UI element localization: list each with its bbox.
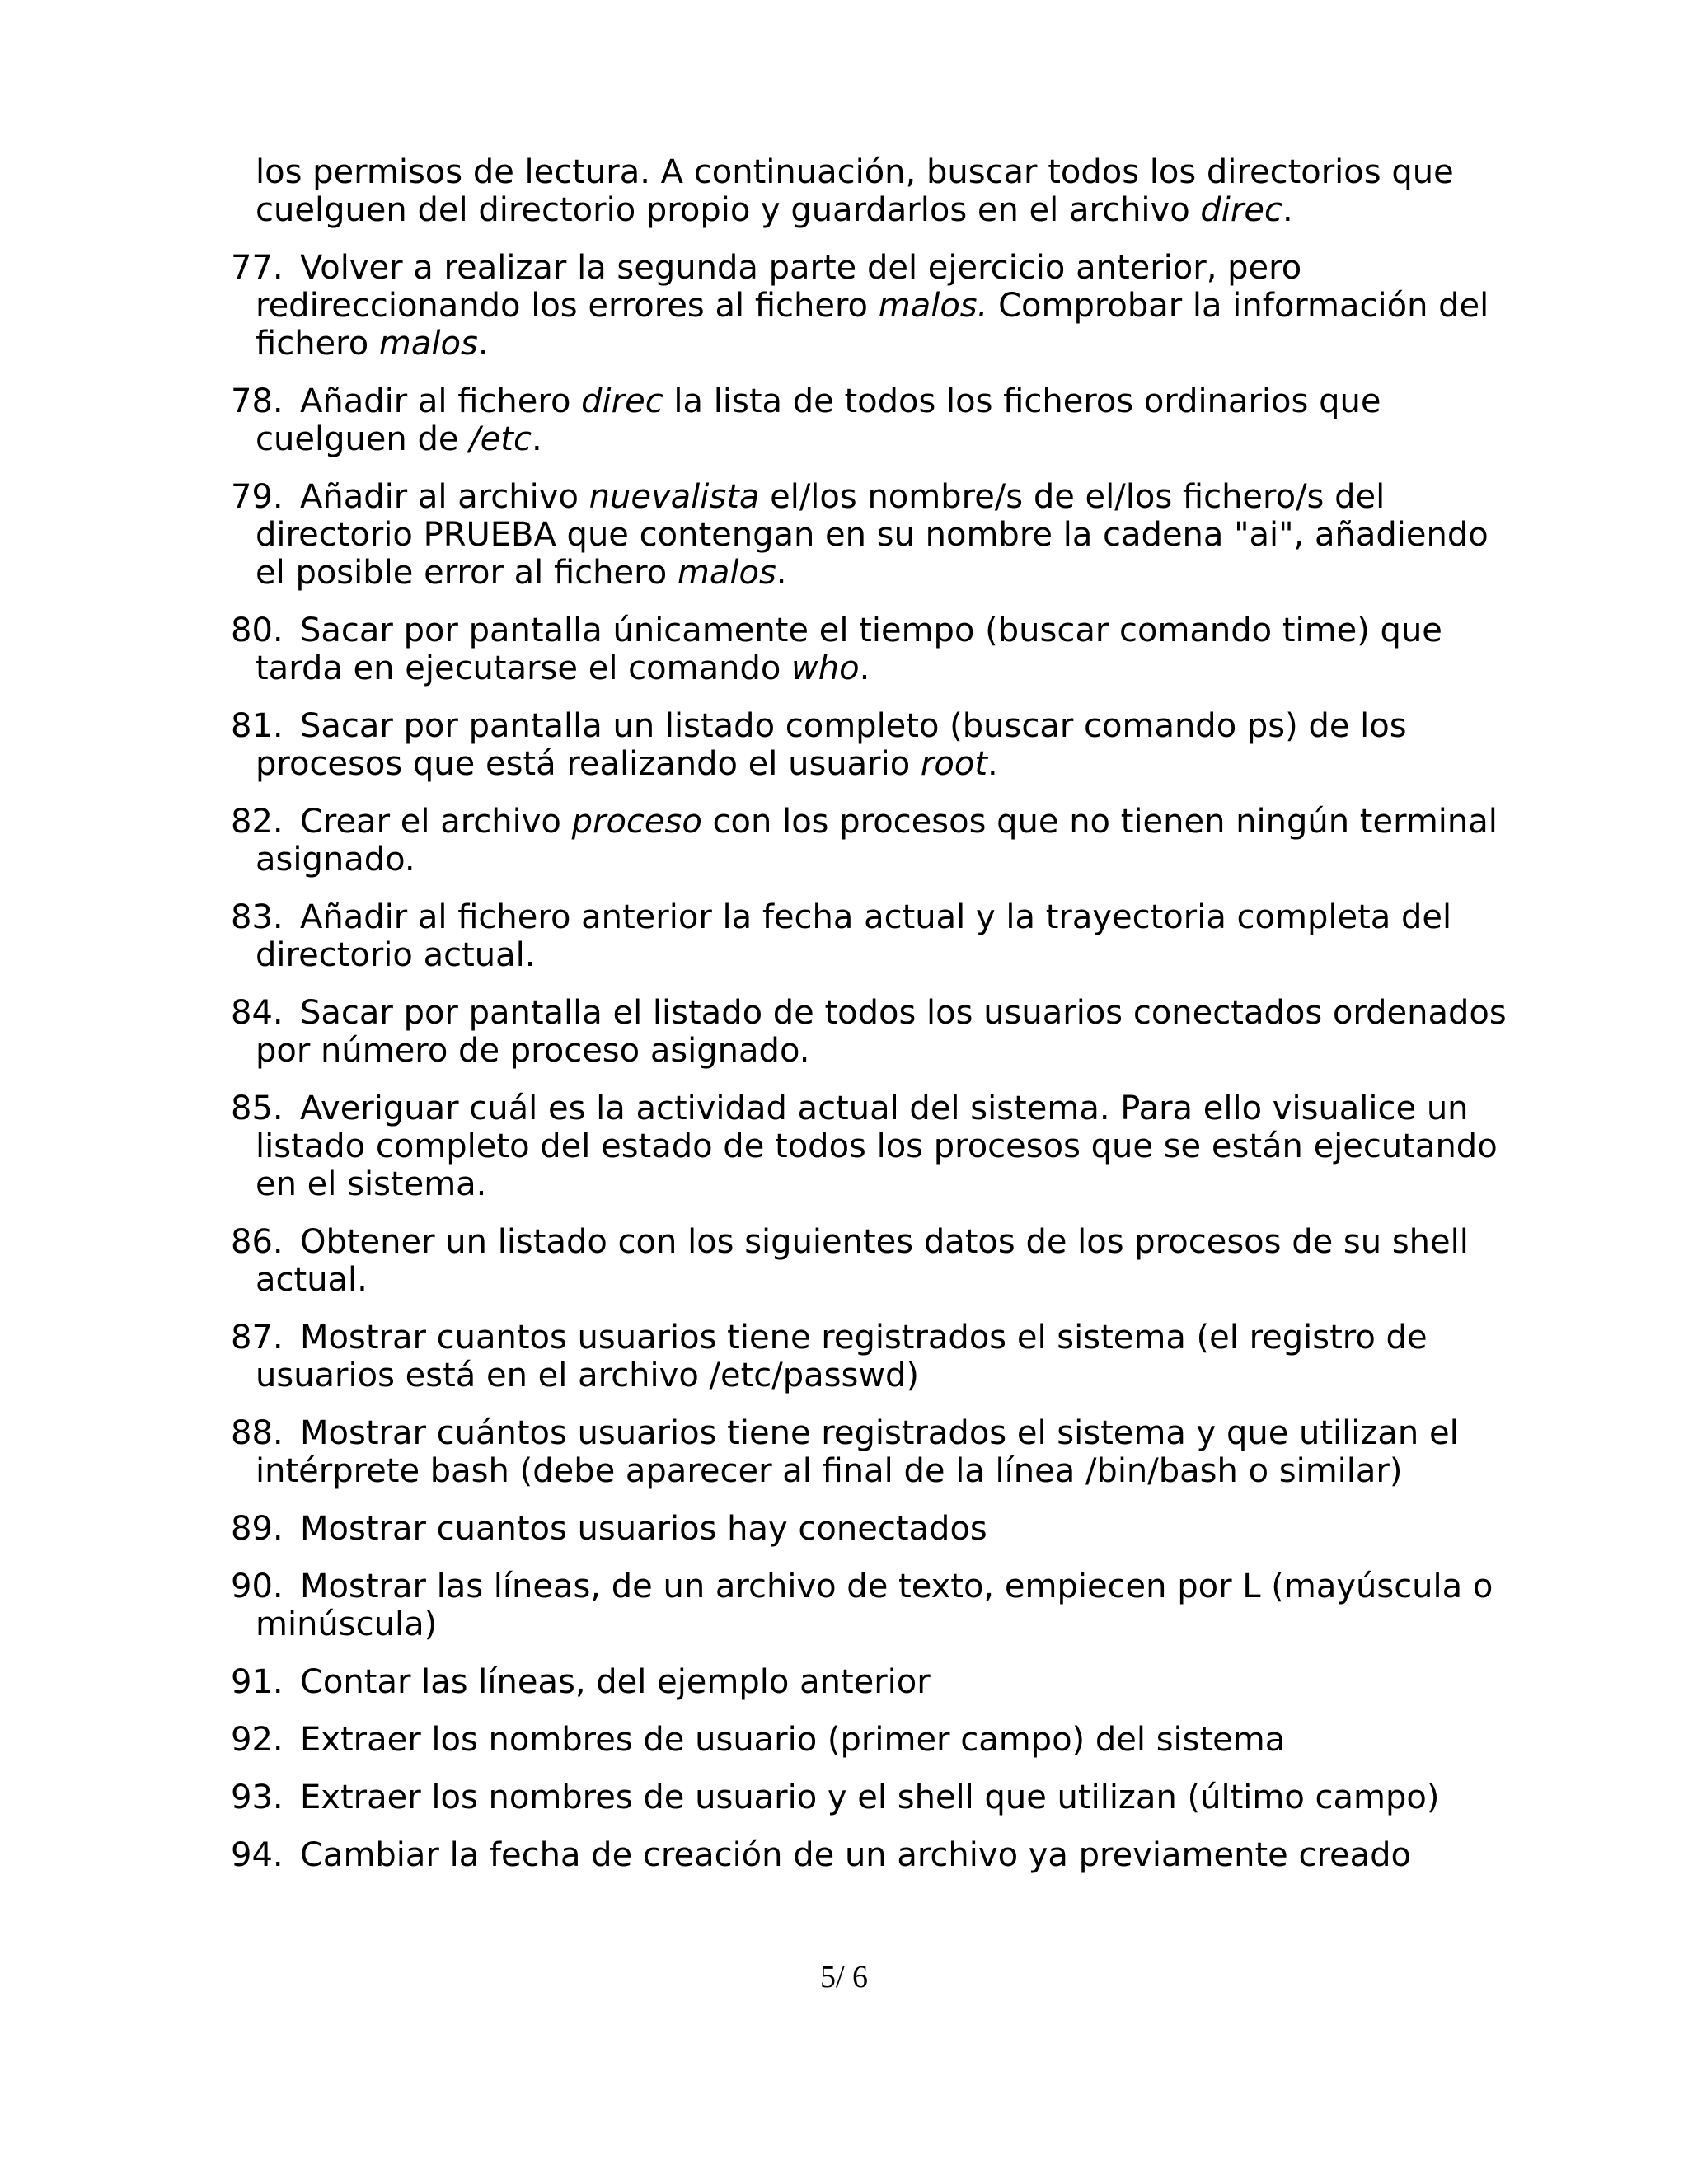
emphasized-text: /etc [469, 420, 532, 458]
exercise-number: 85. [231, 1090, 284, 1127]
exercise-line [231, 1836, 1517, 1874]
exercise-text: minúscula) [256, 1605, 438, 1643]
exercise-text: intérprete bash (debe aparecer al final de la línea /bin/bash o similar) [256, 1452, 1403, 1490]
exercise-line [231, 841, 1517, 879]
exercise-line [231, 1414, 1517, 1452]
exercise-line [231, 994, 1517, 1032]
emphasized-text: who [791, 649, 860, 687]
exercise-text: Mostrar cuantos usuarios tiene registrados el sistema (el registro de [300, 1319, 1428, 1357]
exercise-item [231, 478, 1517, 592]
exercise-item [231, 1836, 1517, 1874]
exercise-text: . [1282, 191, 1293, 229]
exercise-text: Obtener un listado con los siguientes datos de los procesos de su shell [300, 1223, 1469, 1261]
exercise-line [231, 1127, 1517, 1165]
exercise-text: Comprobar la información del [987, 287, 1489, 325]
exercise-number: 87. [231, 1319, 284, 1357]
exercise-number: 81. [231, 707, 284, 745]
page-number: 5/ 6 [819, 1960, 869, 1994]
exercise-item [231, 1568, 1517, 1643]
exercise-text: Extraer los nombres de usuario y el shell que utilizan (último campo) [300, 1779, 1440, 1816]
exercise-text: Añadir al fichero anterior la fecha actual y la trayectoria completa del [300, 898, 1452, 936]
exercise-number: 84. [231, 994, 284, 1032]
exercise-line [231, 936, 1517, 974]
exercise-text: Averiguar cuál es la actividad actual del sistema. Para ello visualice un [300, 1090, 1469, 1127]
exercise-text: usuarios está en el archivo /etc/passwd) [256, 1357, 920, 1394]
exercise-line [231, 191, 1517, 229]
exercise-line [231, 325, 1517, 363]
exercise-line [231, 898, 1517, 936]
exercise-line [231, 478, 1517, 516]
exercise-text: el/los nombre/s de el/los fichero/s del [759, 478, 1386, 516]
exercise-number: 89. [231, 1510, 284, 1548]
exercise-line [231, 1090, 1517, 1127]
exercise-text: el posible error al fichero [256, 554, 678, 592]
exercise-line [231, 803, 1517, 841]
exercise-text: tarda en ejecutarse el comando [256, 649, 792, 687]
exercise-item [231, 612, 1517, 687]
exercise-item [231, 1090, 1517, 1203]
exercise-number: 94. [231, 1836, 284, 1874]
emphasized-text: malos [677, 554, 776, 592]
exercise-line [231, 1319, 1517, 1357]
exercise-line [231, 516, 1517, 554]
exercise-number: 80. [231, 612, 284, 649]
exercise-item [231, 707, 1517, 783]
exercise-item [231, 1510, 1517, 1548]
exercise-text: Sacar por pantalla únicamente el tiempo (buscar comando time) que [300, 612, 1442, 649]
exercise-item [231, 1223, 1517, 1299]
exercise-line [231, 554, 1517, 592]
exercise-number: 92. [231, 1721, 284, 1759]
emphasized-text: nuevalista [588, 478, 760, 516]
exercise-text: directorio actual. [256, 936, 536, 974]
exercise-text: cuelguen de [256, 420, 470, 458]
exercise-text: . [987, 745, 998, 783]
exercise-line [231, 1510, 1517, 1548]
exercise-line [231, 153, 1517, 191]
exercise-line [231, 1605, 1517, 1643]
exercise-number: 77. [231, 249, 284, 287]
exercise-item [231, 1663, 1517, 1701]
exercise-line [231, 1452, 1517, 1490]
exercise-text: Añadir al archivo [300, 478, 589, 516]
exercise-line [231, 1032, 1517, 1070]
exercise-item [231, 994, 1517, 1070]
emphasized-text: proceso [571, 803, 702, 841]
exercise-item [231, 1414, 1517, 1490]
exercise-item [231, 1779, 1517, 1816]
exercise-text: con los procesos que no tienen ningún terminal [701, 803, 1498, 841]
exercise-line [231, 287, 1517, 325]
exercise-line [231, 249, 1517, 287]
exercise-text: . [859, 649, 870, 687]
exercise-line [231, 612, 1517, 649]
exercise-item [231, 153, 1517, 229]
exercise-number: 93. [231, 1779, 284, 1816]
exercise-text: en el sistema. [256, 1165, 487, 1203]
exercise-text: Extraer los nombres de usuario (primer campo) del sistema [300, 1721, 1286, 1759]
exercise-item [231, 1721, 1517, 1759]
exercise-text: . [776, 554, 787, 592]
exercise-item [231, 249, 1517, 363]
exercise-item [231, 382, 1517, 458]
exercise-line [231, 1663, 1517, 1701]
exercise-text: asignado. [256, 841, 415, 879]
exercise-list [231, 153, 1517, 1894]
exercise-line [231, 1779, 1517, 1816]
exercise-line [231, 420, 1517, 458]
exercise-text: . [477, 325, 489, 363]
emphasized-text: root [920, 745, 987, 783]
exercise-item [231, 803, 1517, 879]
exercise-text: actual. [256, 1261, 368, 1299]
exercise-number: 82. [231, 803, 284, 841]
exercise-number: 88. [231, 1414, 284, 1452]
exercise-text: Crear el archivo [300, 803, 572, 841]
exercise-text: por número de proceso asignado. [256, 1032, 810, 1070]
exercise-line [231, 649, 1517, 687]
exercise-text: Sacar por pantalla el listado de todos los usuarios conectados ordenados [300, 994, 1507, 1032]
exercise-number: 83. [231, 898, 284, 936]
exercise-line [231, 1721, 1517, 1759]
exercise-line [231, 1261, 1517, 1299]
exercise-text: Mostrar cuántos usuarios tiene registrados el sistema y que utilizan el [300, 1414, 1459, 1452]
exercise-line [231, 1223, 1517, 1261]
exercise-text: fichero [256, 325, 379, 363]
exercise-text: los permisos de lectura. A continuación, buscar todos los directorios que [256, 153, 1454, 191]
exercise-text: listado completo del estado de todos los procesos que se están ejecutando [256, 1127, 1498, 1165]
exercise-text: cuelguen del directorio propio y guardarlos en el archivo [256, 191, 1201, 229]
exercise-line [231, 1165, 1517, 1203]
exercise-line [231, 1357, 1517, 1394]
exercise-text: . [531, 420, 542, 458]
exercise-text: Mostrar cuantos usuarios hay conectados [300, 1510, 987, 1548]
exercise-line [231, 382, 1517, 420]
exercise-text: procesos que está realizando el usuario [256, 745, 921, 783]
exercise-number: 79. [231, 478, 284, 516]
exercise-text: Volver a realizar la segunda parte del ejercicio anterior, pero [300, 249, 1302, 287]
exercise-text: Contar las líneas, del ejemplo anterior [300, 1663, 931, 1701]
exercise-text: Añadir al fichero [300, 382, 582, 420]
exercise-number: 86. [231, 1223, 284, 1261]
emphasized-text: direc [1200, 191, 1282, 229]
exercise-item [231, 898, 1517, 974]
emphasized-text: malos. [878, 287, 988, 325]
exercise-text: directorio PRUEBA que contengan en su nombre la cadena "ai", añadiendo [256, 516, 1489, 554]
exercise-line [231, 1568, 1517, 1605]
emphasized-text: direc [581, 382, 663, 420]
exercise-text: Sacar por pantalla un listado completo (buscar comando ps) de los [300, 707, 1407, 745]
exercise-number: 90. [231, 1568, 284, 1605]
exercise-number: 78. [231, 382, 284, 420]
exercise-text: Mostrar las líneas, de un archivo de texto, empiecen por L (mayúscula o [300, 1568, 1493, 1605]
exercise-text: Cambiar la fecha de creación de un archivo ya previamente creado [300, 1836, 1411, 1874]
emphasized-text: malos [378, 325, 478, 363]
exercise-line [231, 745, 1517, 783]
exercise-item [231, 1319, 1517, 1394]
exercise-text: la lista de todos los ficheros ordinarios que [663, 382, 1381, 420]
exercise-number: 91. [231, 1663, 284, 1701]
exercise-text: redireccionando los errores al fichero [256, 287, 879, 325]
exercise-line [231, 707, 1517, 745]
